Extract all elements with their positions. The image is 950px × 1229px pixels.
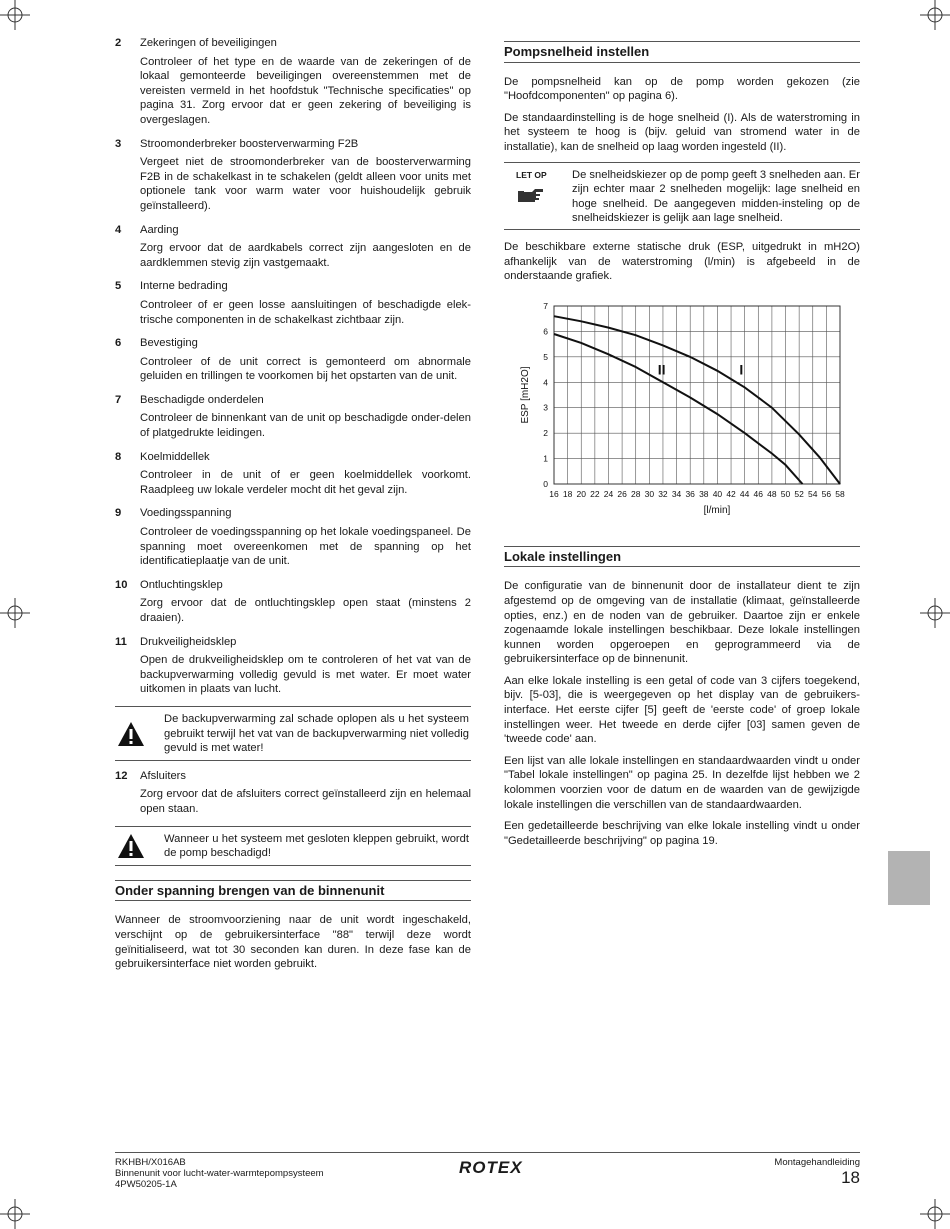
esp-paragraph: De beschikbare externe statische druk (ESP, uitgedrukt in mH2O) afhankelijk van de waterstroming (l/min) is afgebeeld in de onderstaande grafiek. <box>504 240 860 283</box>
item-number: 4 <box>115 223 122 236</box>
section-paragraph: Wanneer de stroomvoorziening naar de unit wordt ingeschakeld, verschijnt op de gebruikersinterface "88" terwijl deze wordt geïnitialiseerd, wat tot 30 seconden kan duren. In deze fase kan de gebruikersinterface niet worden gebruikt. <box>115 914 471 971</box>
paragraph: Aan elke lokale instelling is een getal of code van 3 cijfers toegekend, bijv. [5-03], die is weergegeven op het display van de gebruikers-interface. Het eerste cijfer [5] geeft de 'eerste code' of groep lokale instellingen weer. Het tweede en derde cijfer [03] samen geven de 'tweede code' aan. <box>504 674 860 746</box>
item-title: Voedingsspanning <box>140 507 232 520</box>
item-title: Beschadigde onderdelen <box>140 393 264 406</box>
x-tick-label: 16 <box>549 488 559 499</box>
paragraph: Een lijst van alle lokale instellingen en standaardwaarden vindt u onder "Tabel lokale instellingen" op pagina 25. In dezelfde lijst hebben we 2 kolommen voorzien voor de datum en de waarden van de gewijzigde lokale instellingen die verschillen van de standaardwaarden. <box>504 754 860 811</box>
item-number: 9 <box>115 507 122 520</box>
item-number: 6 <box>115 337 122 350</box>
doc-code: RKHBH/X016AB <box>115 1157 186 1168</box>
pointing-hand-icon <box>516 186 546 204</box>
paragraph: Een gedetailleerde beschrijving van elke lokale instelling vindt u onder "Gedetailleerde beschrijving" op pagina 19. <box>504 820 860 847</box>
registration-mark-icon <box>0 1199 30 1229</box>
series-line-ii <box>554 334 803 484</box>
paragraph: De configuratie van de binnenunit door de installateur dient te zijn afgestemd op de omgeving van de installatie (klimaat, geïnstalleerde opties, enz.) en de noden van de gebruiker. Daartoe zijn er enkele zogenaamde lokale instellingen beschikbaar. Deze lokale instellingen kunnen worden opgeroepen en geprogrammeerd via de gebruikersinterface op de binnenunit. <box>504 580 860 666</box>
item-body: Zorg ervoor dat de ontluchtingsklep open staat (minstens 2 draaien). <box>140 597 471 624</box>
warning-text: Wanneer u het systeem met gesloten kleppen gebruikt, wordt de pomp beschadigd! <box>164 832 469 860</box>
x-tick-label: 36 <box>685 488 695 499</box>
manual-title: Montagehandleiding <box>774 1157 860 1168</box>
item-number: 5 <box>115 280 122 293</box>
plot-frame <box>554 306 840 484</box>
doc-number: 4PW50205-1A <box>115 1179 177 1190</box>
registration-mark-icon <box>0 598 30 628</box>
section-heading: Pompsnelheid instellen <box>504 41 860 63</box>
y-tick-label: 2 <box>543 427 548 438</box>
x-tick-label: 56 <box>821 488 832 499</box>
y-tick-label: 6 <box>543 326 548 337</box>
item-number: 10 <box>115 578 128 591</box>
y-tick-label: 5 <box>543 351 548 362</box>
left-column <box>115 36 471 979</box>
paragraph: De standaardinstelling is de hoge snelheid (I). Als de waterstroming in het systeem te hoog is (bijv. geluid van stromend water in de installatie), kan de snelheid op laag worden ingesteld (II). <box>504 111 860 153</box>
item-number: 7 <box>115 393 122 406</box>
x-tick-label: 48 <box>767 488 777 499</box>
registration-mark-icon <box>920 0 950 30</box>
x-tick-label: 28 <box>630 488 641 499</box>
chapter-tab <box>888 851 930 905</box>
checklist <box>115 36 471 697</box>
registration-mark-icon <box>0 0 30 30</box>
registration-mark-icon <box>920 1199 950 1229</box>
section-heading: Onder spanning brengen van de binnenunit <box>115 880 471 902</box>
note-box <box>504 162 860 230</box>
y-tick-label: 0 <box>543 478 548 489</box>
item-title: Aarding <box>140 223 179 236</box>
x-tick-label: 58 <box>835 488 845 499</box>
x-tick-label: 44 <box>739 488 750 499</box>
x-tick-label: 46 <box>753 488 764 499</box>
item-body: Zorg ervoor dat de aardkabels correct zijn aangesloten en de aardklemmen stevig zijn vastgemaakt. <box>140 242 471 269</box>
warning-icon <box>117 833 145 859</box>
item-title: Interne bedrading <box>140 280 228 293</box>
x-tick-label: 32 <box>658 488 668 499</box>
item-body: Controleer de binnenkant van de unit op beschadigde onder-delen of platgedrukte leidingen. <box>140 412 471 440</box>
list-item <box>115 393 471 408</box>
list-item <box>115 578 471 593</box>
item-number: 12 <box>115 769 128 782</box>
list-item <box>115 635 471 650</box>
x-tick-label: 24 <box>603 488 614 499</box>
list-item <box>115 336 471 351</box>
x-tick-label: 34 <box>671 488 682 499</box>
item-number: 11 <box>115 635 127 648</box>
x-tick-label: 18 <box>562 488 573 499</box>
x-tick-label: 40 <box>712 488 723 499</box>
page-number: 18 <box>841 1168 860 1187</box>
page-footer <box>115 1152 860 1190</box>
x-tick-label: 22 <box>590 488 600 499</box>
list-item <box>115 223 471 238</box>
x-tick-label: 30 <box>644 488 655 499</box>
note-label: LET OP <box>516 169 547 180</box>
warning-box <box>115 826 471 866</box>
note-text: De snelheidskiezer op de pomp geeft 3 snelheden aan. Er zijn echter maar 2 snelheden mogelijk: lage snelheid en hoge snelheid. De aangegeven midden-insteling op de snelheidskiezer is gelijk aan lage snelheid. <box>572 168 860 225</box>
warning-icon <box>117 721 145 747</box>
x-tick-label: 52 <box>794 488 804 499</box>
x-axis-label: [l/min] <box>703 504 731 516</box>
item-title: Zekeringen of beveiligingen <box>140 37 277 49</box>
x-tick-label: 54 <box>808 488 818 499</box>
doc-description: Binnenunit voor lucht-water-warmtepompsysteem <box>115 1168 324 1179</box>
item-title: Drukveiligheidsklep <box>140 635 237 648</box>
warning-text: De backupverwarming zal schade oplopen als u het systeem gebruikt terwijl het vat van de backupverwarming niet volledig gevuld is met water! <box>164 712 469 755</box>
list-item <box>115 506 471 521</box>
y-tick-label: 4 <box>543 377 548 388</box>
y-tick-label: 3 <box>543 402 548 413</box>
item-body: Open de drukveiligheidsklep om te controleren of het vat van de backupverwarming volledig gevuld is met water. Er moet water uitkomen in plaats van lucht. <box>140 654 471 696</box>
item-number: 2 <box>115 37 122 49</box>
item-number: 8 <box>115 450 122 463</box>
warning-box <box>115 706 471 761</box>
item-body: Controleer of er geen losse aansluitingen of beschadigde elek-trische componenten in de schakelkast zichtbaar zijn. <box>140 298 471 326</box>
x-tick-label: 50 <box>780 488 791 499</box>
item-title: Stroomonderbreker boosterverwarming F2B <box>140 137 359 150</box>
item-body: Controleer of de unit correct is gemonteerd om abnormale geluiden en trillingen te voorkomen bij het opstarten van de unit. <box>140 355 471 383</box>
series-label-i: I <box>739 361 744 378</box>
item-body: Zorg ervoor dat de afsluiters correct geïnstalleerd zijn en helemaal open staan. <box>140 788 471 815</box>
x-tick-label: 42 <box>726 488 736 499</box>
x-tick-label: 26 <box>617 488 627 499</box>
brand-logo: ROTEX <box>459 1158 523 1177</box>
item-title: Koelmiddellek <box>140 450 210 463</box>
y-tick-label: 7 <box>543 300 548 311</box>
paragraph: De pompsnelheid kan op de pomp worden gekozen (zie "Hoofdcomponenten" op pagina 6). <box>504 75 860 103</box>
series-label-ii: II <box>657 361 666 378</box>
list-item <box>115 137 471 152</box>
item-title: Afsluiters <box>140 769 187 782</box>
x-tick-label: 38 <box>699 488 709 499</box>
y-axis-label: ESP [mH2O] <box>520 366 531 424</box>
list-item <box>115 36 471 51</box>
item-number: 3 <box>115 137 122 150</box>
item-body: Controleer de voedingsspanning op het lokale voedingspaneel. De spanning moet overeenkomen met de spanning op het identificatieplaatje van de unit. <box>140 526 471 568</box>
item-title: Ontluchtingsklep <box>140 578 223 591</box>
item-body: Vergeet niet de stroomonderbreker van de boosterverwarming F2B in de schakelkast in te schakelen (geldt alleen voor units met optionele tank voor warm water voor huishoudelijk gebruik geïnstalleerd). <box>140 156 471 212</box>
right-column <box>504 36 860 855</box>
esp-chart <box>504 292 860 522</box>
list-item <box>115 279 471 294</box>
item-title: Bevestiging <box>140 337 198 350</box>
list-item <box>115 450 471 465</box>
item-body: Controleer of het type en de waarde van de zekeringen of de lokaal gemonteerde beveiligingen overeenstemmen met de vereisten vermeld in het hoofdstuk "Technische specificaties" op pagina 31. Zorg ervoor dat er geen zekering of beveiliging is overgeslagen. <box>140 55 471 126</box>
x-tick-label: 20 <box>576 488 586 499</box>
item-body: Controleer in de unit of er geen koelmiddellek voorkomt. Raadpleeg uw lokale verdeler mocht dit het geval zijn. <box>140 469 471 496</box>
y-tick-label: 1 <box>543 453 548 464</box>
registration-mark-icon <box>920 598 950 628</box>
section-heading: Lokale instellingen <box>504 546 860 568</box>
